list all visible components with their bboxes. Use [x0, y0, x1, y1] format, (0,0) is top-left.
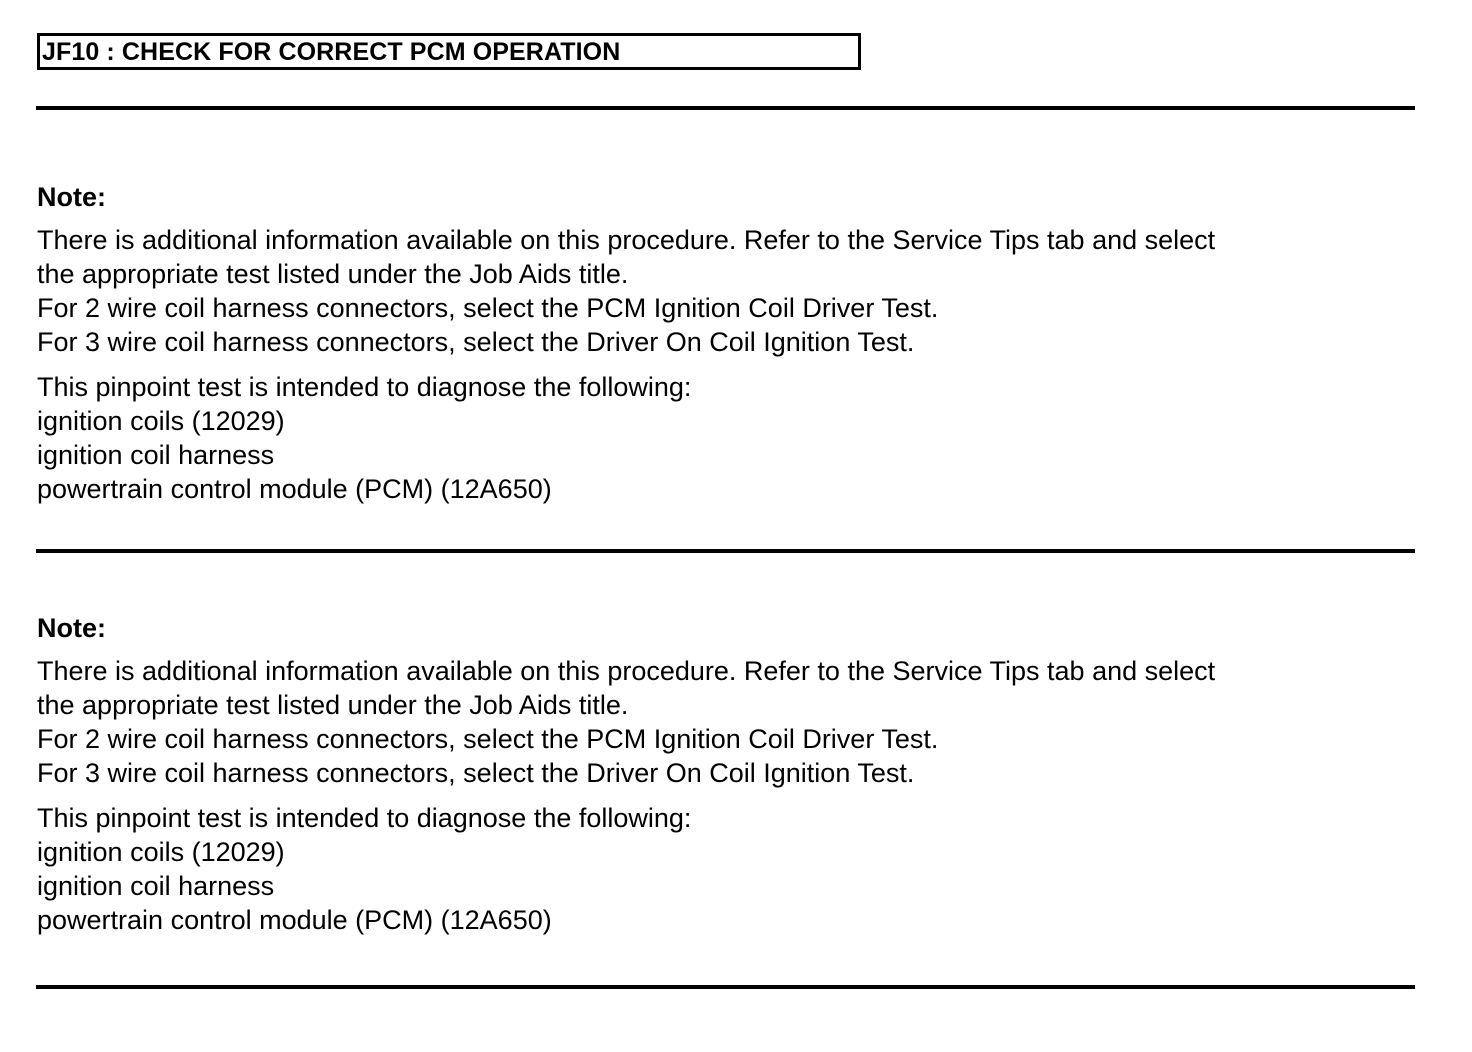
note-heading: Note: [37, 182, 106, 212]
diagnose-line: powertrain control module (PCM) (12A650) [37, 474, 552, 504]
diagnose-line: powertrain control module (PCM) (12A650) [37, 905, 552, 935]
diagnose-line: This pinpoint test is intended to diagnose the following: [37, 372, 692, 402]
diagnose-line: ignition coil harness [37, 871, 275, 901]
note-info-line: For 2 wire coil harness connectors, select the PCM Ignition Coil Driver Test. [37, 724, 939, 754]
note-info-line: the appropriate test listed under the Job Aids title. [37, 259, 629, 289]
divider-top [36, 106, 1415, 110]
note-heading: Note: [37, 613, 106, 643]
note-info-line: For 3 wire coil harness connectors, select the Driver On Coil Ignition Test. [37, 327, 915, 357]
note-section-2 [37, 611, 1437, 937]
diagnose-line: ignition coils (12029) [37, 837, 285, 867]
diagnose-line: ignition coils (12029) [37, 406, 285, 436]
note-info-paragraph [37, 223, 1437, 359]
procedure-title-box [37, 33, 861, 70]
note-info-line: There is additional information available on this procedure. Refer to the Service Tips tab and select [37, 225, 1216, 255]
note-info-line: For 3 wire coil harness connectors, select the Driver On Coil Ignition Test. [37, 758, 915, 788]
divider-middle [36, 549, 1415, 553]
note-info-line: the appropriate test listed under the Job Aids title. [37, 690, 629, 720]
diagnose-line: ignition coil harness [37, 440, 275, 470]
note-section-1 [37, 180, 1437, 506]
note-info-line: For 2 wire coil harness connectors, select the PCM Ignition Coil Driver Test. [37, 293, 939, 323]
diagnose-paragraph [37, 370, 1437, 506]
procedure-title: JF10 : CHECK FOR CORRECT PCM OPERATION [42, 38, 621, 66]
note-info-paragraph [37, 654, 1437, 790]
divider-bottom [36, 985, 1415, 989]
diagnose-paragraph [37, 801, 1437, 937]
diagnose-line: This pinpoint test is intended to diagnose the following: [37, 803, 692, 833]
note-info-line: There is additional information available on this procedure. Refer to the Service Tips tab and select [37, 656, 1216, 686]
